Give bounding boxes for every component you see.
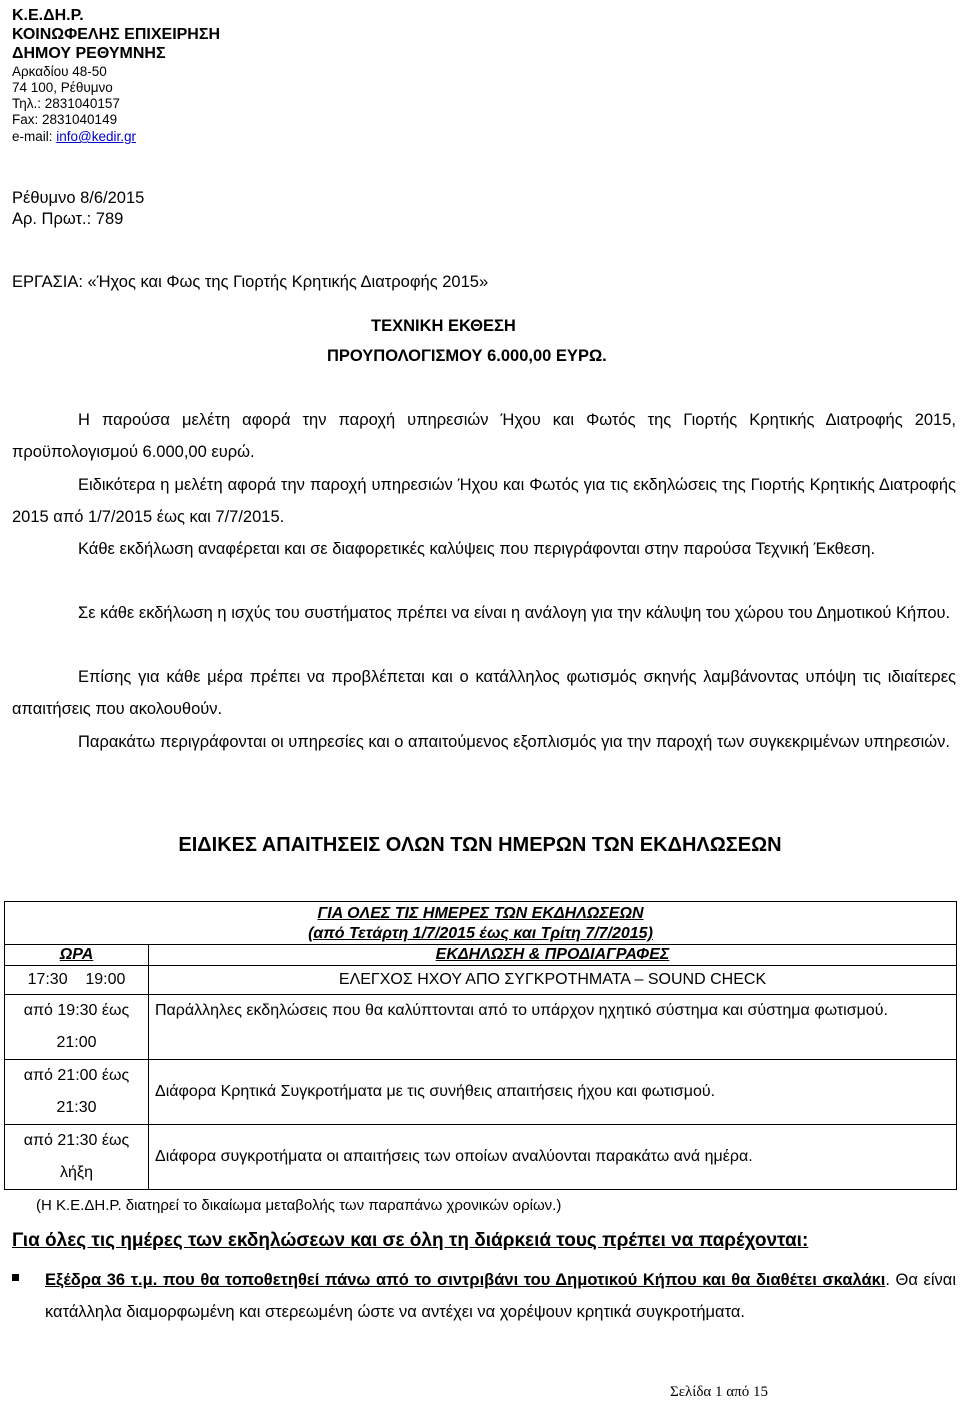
row-desc: Παράλληλες εκδηλώσεις που θα καλύπτονται από το υπάρχον ηχητικό σύστημα και σύστημα φωτισμού. xyxy=(149,995,957,1060)
row-time: από 21:30 έως λήξη xyxy=(5,1125,149,1190)
section-title: ΕΙΔΙΚΕΣ ΑΠΑΙΤΗΣΕΙΣ ΟΛΩΝ ΤΩΝ ΗΜΕΡΩΝ ΤΩΝ ΕΚΔΗΛΩΣΕΩΝ xyxy=(178,834,782,856)
email-label: e-mail: xyxy=(12,129,57,144)
protocol-number: Αρ. Πρωτ.: 789 xyxy=(12,210,124,228)
column-header-desc-label: ΕΚΔΗΛΩΣΗ & ΠΡΟΔΙΑΓΡΑΦΕΣ xyxy=(435,946,670,963)
table-row xyxy=(5,995,957,1060)
column-header-desc xyxy=(149,945,957,966)
paragraph-5: Επίσης για κάθε μέρα πρέπει να προβλέπεται και ο κατάλληλος φωτισμός σκηνής λαμβάνοντας υπόψη τις ιδιαίτερες απαιτήσεις που ακολουθούν. xyxy=(12,668,956,718)
org-postcode: 74 100, Ρέθυμνο xyxy=(12,80,113,95)
bullet-text xyxy=(45,1264,956,1328)
org-address: Αρκαδίου 48-50 xyxy=(12,64,107,79)
project-title: ΕΡΓΑΣΙΑ: «Ήχος και Φως της Γιορτής Κρητικής Διατροφής 2015» xyxy=(12,273,489,291)
table-row xyxy=(5,1060,957,1125)
row-time: από 19:30 έως 21:00 xyxy=(5,995,149,1060)
table-caption-line2: (από Τετάρτη 1/7/2015 έως και Τρίτη 7/7/2015) xyxy=(308,925,653,942)
org-name-line1: Κ.Ε.ΔΗ.Ρ. xyxy=(12,7,84,24)
bullet-rest-text: . Θα είναι κατάλληλα διαμορφωμένη και στερεωμένη ώστε να αντέχει να χορέψουν κρητικά συγκροτήματα. xyxy=(45,1271,956,1321)
column-header-time-label: ΩΡΑ xyxy=(59,946,94,963)
table-caption xyxy=(5,902,957,945)
document-date: Ρέθυμνο 8/6/2015 xyxy=(12,189,145,207)
email-link[interactable]: info@kedir.gr xyxy=(56,129,137,144)
table-column-headers xyxy=(5,945,957,966)
org-name-line3: ΔΗΜΟΥ ΡΕΘΥΜΝΗΣ xyxy=(12,45,166,62)
bullet-bold-text: Εξέδρα 36 τ.μ. που θα τοποθετηθεί πάνω από το σιντριβάνι του Δημοτικού Κήπου και θα διαθέτει σκαλάκι xyxy=(45,1271,886,1289)
schedule-table xyxy=(4,901,957,1190)
row-desc: Διάφορα συγκροτήματα οι απαιτήσεις των οποίων αναλύονται παρακάτω ανά ημέρα. xyxy=(149,1125,957,1190)
row-time: από 21:00 έως 21:30 xyxy=(5,1060,149,1125)
paragraph-6: Παρακάτω περιγράφονται οι υπηρεσίες και ο απαιτούμενος εξοπλισμός για την παροχή των συγκεκριμένων υπηρεσιών. xyxy=(78,733,951,751)
paragraph-1: Η παρούσα μελέτη αφορά την παροχή υπηρεσιών Ήχου και Φωτός της Γιορτής Κρητικής Διατροφής 2015, προϋπολογισμού 6.000,00 ευρώ. xyxy=(12,411,956,461)
table-row xyxy=(5,966,957,995)
paragraph-2: Ειδικότερα η μελέτη αφορά την παροχή υπηρεσιών Ήχου και Φωτός για τις εκδηλώσεις της Γιορτής Κρητικής Διατροφής 2015 από 1/7/2015 έως και 7/7/2015. xyxy=(12,476,956,526)
table-caption-line1: ΓΙΑ ΟΛΕΣ ΤΙΣ ΗΜΕΡΕΣ ΤΩΝ ΕΚΔΗΛΩΣΕΩΝ xyxy=(317,905,644,922)
paragraph-4: Σε κάθε εκδήλωση η ισχύς του συστήματος πρέπει να είναι η ανάλογη για την κάλυψη του χώρου του Δημοτικού Κήπου. xyxy=(78,604,951,622)
table-row xyxy=(5,1125,957,1190)
table-note: (Η Κ.Ε.ΔΗ.Ρ. διατηρεί το δικαίωμα μεταβολής των παραπάνω χρονικών ορίων.) xyxy=(36,1197,562,1214)
org-fax: Fax: 2831040149 xyxy=(12,112,118,127)
page-number: Σελίδα 1 από 15 xyxy=(670,1384,768,1400)
report-title: ΤΕΧΝΙΚΗ ΕΚΘΕΣΗ xyxy=(371,317,516,335)
org-name-line2: ΚΟΙΝΩΦΕΛΗΣ ΕΠΙΧΕΙΡΗΣΗ xyxy=(12,26,221,43)
list-item xyxy=(12,1264,956,1328)
bullet-square-icon xyxy=(12,1274,19,1281)
requirements-heading: Για όλες τις ημέρες των εκδηλώσεων και σε όλη τη διάρκειά τους πρέπει να παρέχονται: xyxy=(12,1230,809,1251)
row-desc: ΕΛΕΓΧΟΣ ΗΧΟΥ ΑΠΟ ΣΥΓΚΡΟΤΗΜΑΤΑ – SOUND CHECK xyxy=(149,966,957,995)
row-time: 17:30 19:00 xyxy=(5,966,149,995)
org-email-line xyxy=(12,129,136,145)
paragraph-3: Κάθε εκδήλωση αναφέρεται και σε διαφορετικές καλύψεις που περιγράφονται στην παρούσα Τεχνική Έκθεση. xyxy=(78,540,876,558)
column-header-time xyxy=(5,945,149,966)
budget-title: ΠΡΟΥΠΟΛΟΓΙΣΜΟΥ 6.000,00 ΕΥΡΩ. xyxy=(327,347,607,365)
table-header-row xyxy=(5,902,957,945)
row-desc: Διάφορα Κρητικά Συγκροτήματα με τις συνήθεις απαιτήσεις ήχου και φωτισμού. xyxy=(149,1060,957,1125)
org-phone: Τηλ.: 2831040157 xyxy=(12,96,120,111)
